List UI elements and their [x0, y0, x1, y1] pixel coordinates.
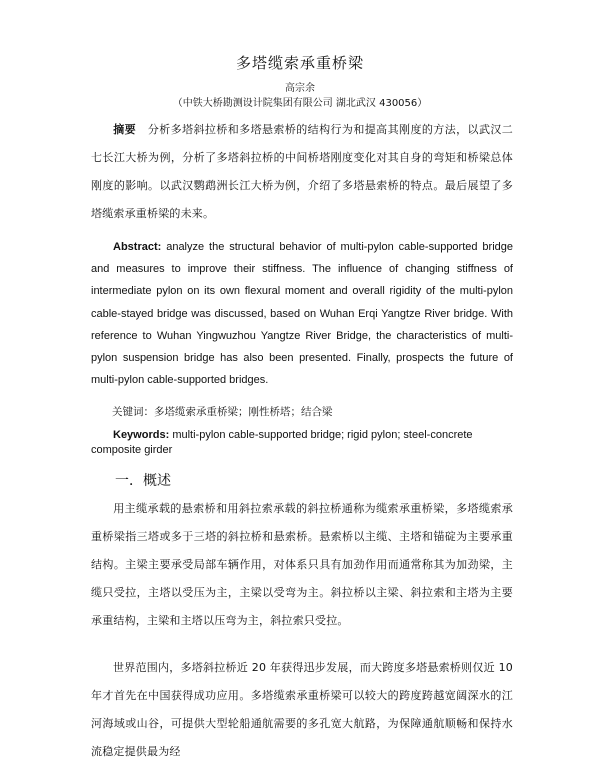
body-paragraph-2-text: 世界范围内，多塔斜拉桥近 20 年获得迅步发展，而大跨度多塔悬索桥则仅近 10 年才首先在中国获得成功应用。多塔缆索承重桥梁可以较大的跨度跨越宽阔深水的江河海域或山谷，可提供大型轮船通航需要的多孔宽大航路，为保障通航顺畅和保持水流稳定提供最为经 — [91, 661, 513, 758]
section-heading: 一．概述 — [115, 473, 171, 489]
abstract-en-label: Abstract: — [113, 241, 162, 253]
abstract-en-text: analyze the structural behavior of multi-pylon cable-supported bridge and measures to improve their stiffness. The influence of changing stiffness of intermediate pylon on its own flexural moment and overall rigidity of the multi-pylon cable-stayed bridge was discussed, based on Wuhan Erqi Yangtze River bridge. With reference to Wuhan Yingwuzhou Yangtze River Bridge, the characteristics of multi-pylon suspension bridge has also been presented. Finally, prospects the future of multi-pylon cable-supported bridges. — [91, 241, 513, 387]
body-paragraph-1-text: 用主缆承载的悬索桥和用斜拉索承载的斜拉桥通称为缆索承重桥梁，多塔缆索承重桥梁指三塔或多于三塔的斜拉桥和悬索桥。悬索桥以主缆、主塔和锚碇为主要承重结构。主梁主要承受局部车辆作用，对体系只具有加劲作用而通常称其为加劲梁，主缆只受拉，主塔以受压为主，主梁以受弯为主。斜拉桥以主梁、斜拉索和主塔为主要承重结构，主梁和主塔以压弯为主，斜拉索只受拉。 — [91, 502, 513, 627]
paper-title: 多塔缆索承重桥梁 — [235, 54, 364, 72]
paper-author: 高宗余 — [285, 83, 315, 94]
keywords-en-label: Keywords: — [113, 429, 170, 441]
abstract-zh — [91, 116, 513, 228]
keywords-zh: 关键词：多塔缆索承重桥梁；刚性桥塔；结合梁 — [112, 406, 333, 418]
abstract-zh-label: 摘要 — [113, 123, 137, 136]
body-paragraph-1 — [91, 495, 513, 635]
abstract-en — [91, 236, 513, 391]
keywords-en-text: multi-pylon cable-supported bridge; rigid pylon; steel-concrete composite girder — [91, 429, 473, 456]
paper-affiliation: （中铁大桥勘测设计院集团有限公司 湖北武汉 430056） — [172, 98, 428, 109]
body-paragraph-2 — [91, 654, 513, 766]
keywords-en — [91, 428, 513, 458]
abstract-zh-text: 分析多塔斜拉桥和多塔悬索桥的结构行为和提高其刚度的方法，以武汉二七长江大桥为例，分析了多塔斜拉桥的中间桥塔刚度变化对其自身的弯矩和桥梁总体刚度的影响。以武汉鹦鹉洲长江大桥为例，介绍了多塔悬索桥的特点。最后展望了多塔缆索承重桥梁的未来。 — [91, 123, 513, 220]
